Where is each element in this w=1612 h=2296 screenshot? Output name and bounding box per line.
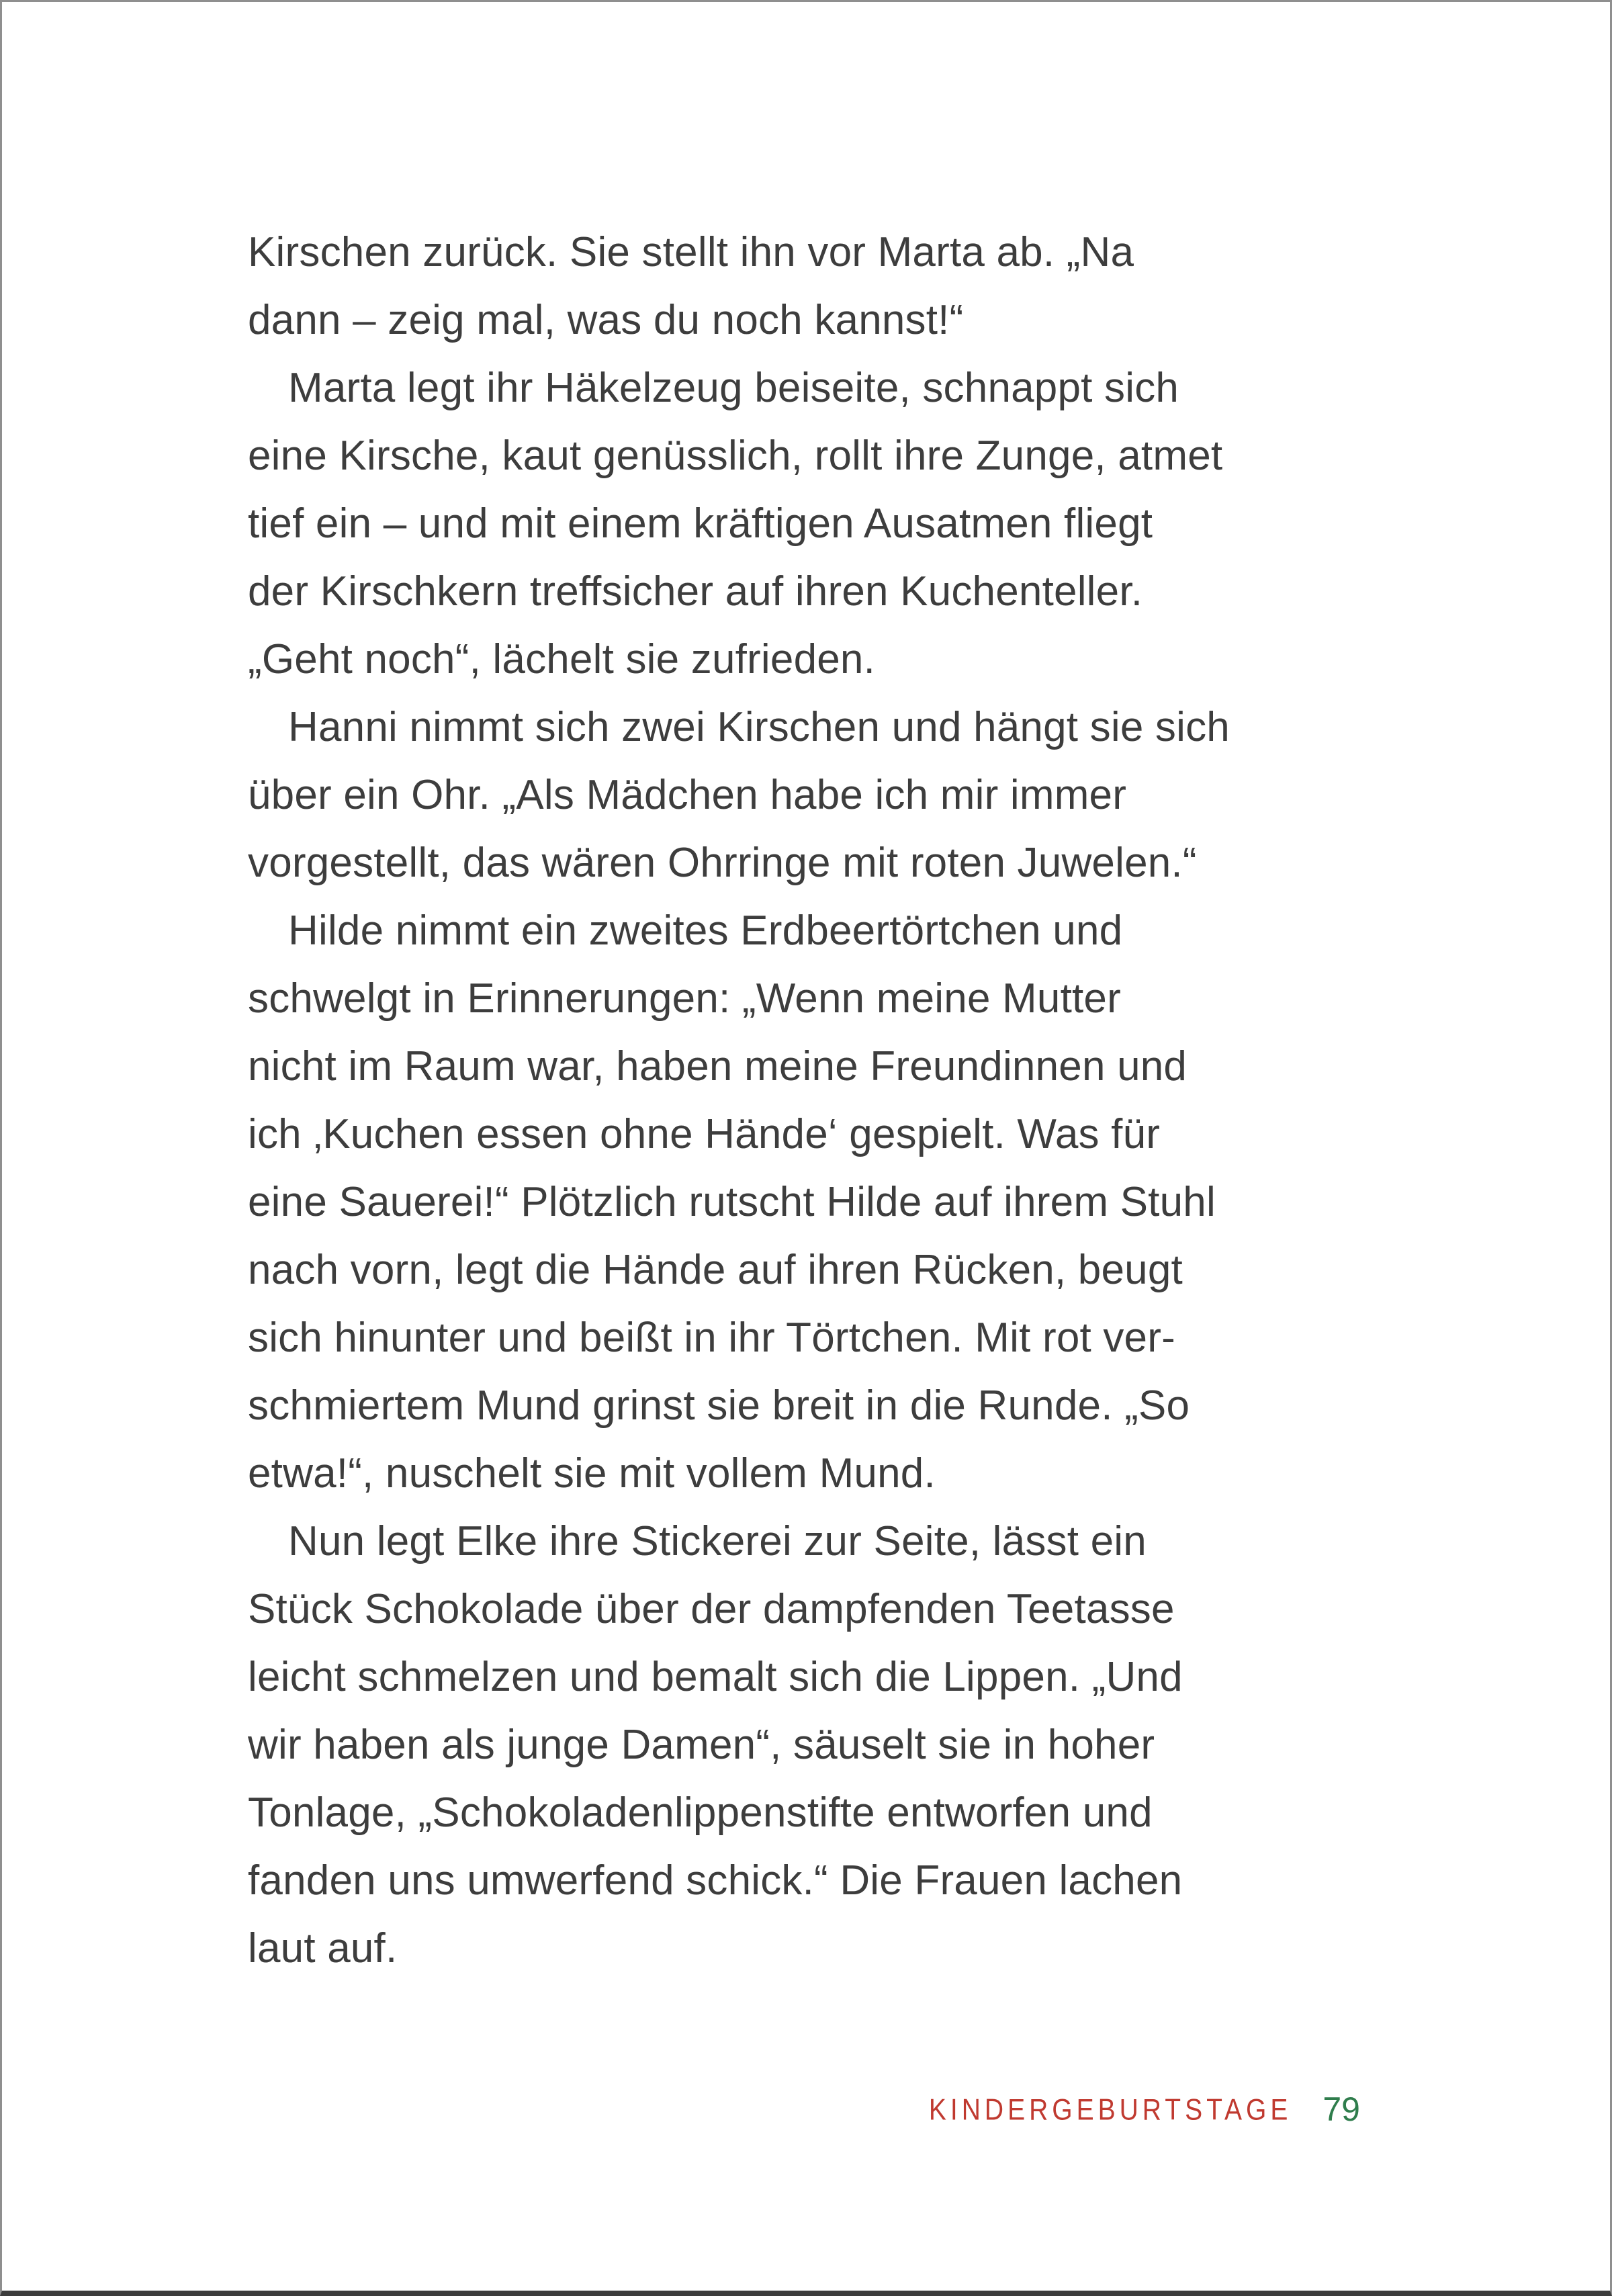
text-line: Marta legt ihr Häkelzeug beiseite, schnappt sich: [288, 365, 1179, 411]
text-line: leicht schmelzen und bemalt sich die Lippen. „Und: [248, 1654, 1183, 1700]
text-line: nicht im Raum war, haben meine Freundinnen und: [248, 1043, 1188, 1090]
body-text: [248, 218, 1370, 1982]
text-line: Stück Schokolade über der dampfenden Teetasse: [248, 1586, 1175, 1632]
text-line: der Kirschkern treffsicher auf ihren Kuchenteller.: [248, 568, 1143, 615]
text-line: „Geht noch“, lächelt sie zufrieden.: [248, 636, 876, 682]
text-line: sich hinunter und beißt in ihr Törtchen. Mit rot ver-: [248, 1315, 1175, 1361]
text-line: nach vorn, legt die Hände auf ihren Rücken, beugt: [248, 1247, 1183, 1293]
text-line: tief ein – und mit einem kräftigen Ausatmen fliegt: [248, 500, 1153, 547]
text-line: vorgestellt, das wären Ohrringe mit roten Juwelen.“: [248, 840, 1197, 886]
text-line: Hanni nimmt sich zwei Kirschen und hängt sie sich: [288, 704, 1230, 750]
chapter-title: KINDERGEBURTSTAGE: [928, 2093, 1292, 2127]
page-footer: [929, 2090, 1360, 2129]
text-line: Tonlage, „Schokoladenlippenstifte entworfen und: [248, 1790, 1153, 1836]
text-line: Nun legt Elke ihre Stickerei zur Seite, lässt ein: [288, 1518, 1147, 1564]
text-line: Hilde nimmt ein zweites Erdbeertörtchen und: [288, 908, 1123, 954]
text-line: wir haben als junge Damen“, säuselt sie in hoher: [248, 1722, 1155, 1768]
text-line: dann – zeig mal, was du noch kannst!“: [248, 297, 964, 343]
text-line: schmiertem Mund grinst sie breit in die Runde. „So: [248, 1382, 1190, 1429]
text-line: ich ‚Kuchen essen ohne Hände‘ gespielt. Was für: [248, 1111, 1161, 1157]
text-line: etwa!“, nuschelt sie mit vollem Mund.: [248, 1450, 936, 1497]
text-line: laut auf.: [248, 1925, 398, 1972]
text-line: schwelgt in Erinnerungen: „Wenn meine Mutter: [248, 975, 1121, 1022]
text-line: Kirschen zurück. Sie stellt ihn vor Marta ab. „Na: [248, 229, 1134, 275]
text-line: eine Sauerei!“ Plötzlich rutscht Hilde auf ihrem Stuhl: [248, 1179, 1216, 1225]
text-line: über ein Ohr. „Als Mädchen habe ich mir immer: [248, 772, 1127, 818]
text-line: eine Kirsche, kaut genüsslich, rollt ihre Zunge, atmet: [248, 433, 1223, 479]
text-line: fanden uns umwerfend schick.“ Die Frauen lachen: [248, 1857, 1183, 1904]
page-number: 79: [1323, 2090, 1360, 2128]
